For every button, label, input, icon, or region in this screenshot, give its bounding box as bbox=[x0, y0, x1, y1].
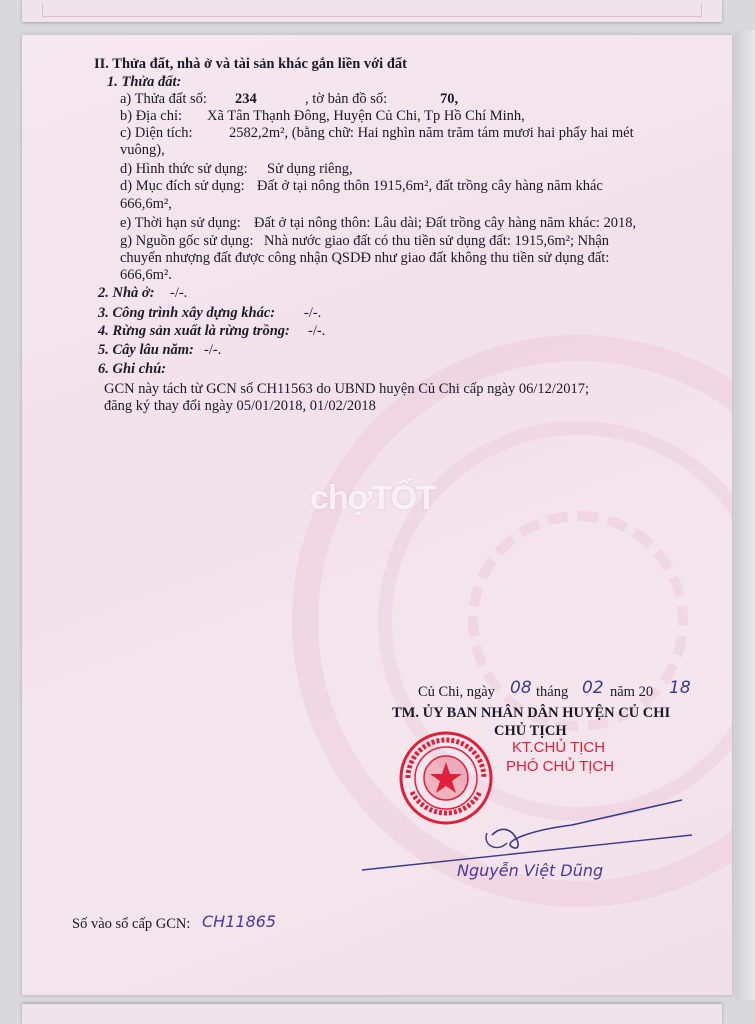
signer-name: Nguyễn Việt Dũng bbox=[457, 861, 604, 880]
forest-heading: 4. Rừng sản xuất là rừng trồng: bbox=[98, 323, 290, 339]
house-value: -/-. bbox=[170, 285, 188, 301]
use-form-value: Sử dụng riêng, bbox=[267, 161, 353, 177]
notes-line-2: đăng ký thay đổi ngày 05/01/2018, 01/02/2018 bbox=[104, 398, 376, 414]
chotot-watermark: chợTỐT bbox=[310, 479, 436, 517]
origin-cont-1: chuyển nhượng đất được công nhận QSDĐ như giao đất không thu tiền sử dụng đất: bbox=[120, 250, 610, 266]
perennial-heading: 5. Cây lâu năm: bbox=[98, 342, 194, 358]
parcel-number: 234 bbox=[235, 91, 257, 107]
scan-edge bbox=[735, 30, 755, 1000]
chairman-title: CHỦ TỊCH bbox=[494, 723, 567, 739]
area-value: 2582,2m², (bằng chữ: Hai nghìn năm trăm tám mươi hai phẩy hai mét bbox=[229, 125, 634, 141]
next-page-edge bbox=[22, 1004, 722, 1024]
notes-heading: 6. Ghi chú: bbox=[98, 361, 167, 377]
vice-chairman: PHÓ CHỦ TỊCH bbox=[506, 758, 615, 775]
land-heading: 1. Thửa đất: bbox=[107, 74, 182, 90]
use-term-value: Đất ở tại nông thôn: Lâu dài; Đất trồng cây hàng năm khác: 2018, bbox=[254, 215, 637, 231]
previous-page-edge bbox=[22, 0, 722, 22]
origin-value: Nhà nước giao đất có thu tiền sử dụng đất: 1915,6m²; Nhận bbox=[264, 233, 610, 249]
origin-cont-2: 666,6m². bbox=[120, 267, 172, 283]
perennial-value: -/-. bbox=[204, 342, 222, 358]
parcel-number-label: a) Thửa đất số: bbox=[120, 91, 207, 107]
house-heading: 2. Nhà ở: bbox=[98, 285, 155, 301]
section-title: II. Thửa đất, nhà ở và tài sản khác gắn liền với đất bbox=[94, 56, 407, 72]
certificate-page bbox=[22, 35, 732, 995]
forest-value: -/-. bbox=[308, 323, 326, 339]
signing-month: 02 bbox=[582, 678, 604, 698]
area-value-cont: vuông), bbox=[120, 142, 165, 158]
address-value: Xã Tân Thạnh Đông, Huyện Củ Chi, Tp Hồ Chí Minh, bbox=[207, 108, 525, 124]
signing-month-label: tháng bbox=[536, 684, 569, 700]
use-form-label: d) Hình thức sử dụng: bbox=[120, 161, 248, 177]
map-sheet-number: 70, bbox=[440, 91, 459, 107]
signing-day: 08 bbox=[510, 678, 532, 698]
signing-year: 18 bbox=[669, 678, 691, 698]
notes-line-1: GCN này tách từ GCN số CH11563 do UBND huyện Củ Chi cấp ngày 06/12/2017; bbox=[104, 381, 589, 397]
signing-place-label: Củ Chi, ngày bbox=[418, 684, 495, 700]
registry-number: CH11865 bbox=[202, 912, 277, 931]
address-label: b) Địa chỉ: bbox=[120, 108, 183, 124]
origin-label: g) Nguồn gốc sử dụng: bbox=[120, 233, 254, 249]
signing-year-label: năm 20 bbox=[610, 684, 654, 700]
registry-label: Số vào sổ cấp GCN: bbox=[72, 916, 191, 932]
construction-heading: 3. Công trình xây dựng khác: bbox=[98, 305, 276, 321]
area-label: c) Diện tích: bbox=[120, 125, 193, 141]
issuing-authority: TM. ỦY BAN NHÂN DÂN HUYỆN CỦ CHI bbox=[392, 705, 671, 721]
kt-chairman: KT.CHỦ TỊCH bbox=[512, 739, 606, 756]
construction-value: -/-. bbox=[304, 305, 322, 321]
use-term-label: e) Thời hạn sử dụng: bbox=[120, 215, 241, 231]
map-sheet-label: , tờ bản đồ số: bbox=[305, 91, 388, 107]
use-purpose-value: Đất ở tại nông thôn 1915,6m², đất trồng cây hàng năm khác bbox=[257, 178, 603, 194]
use-purpose-cont: 666,6m², bbox=[120, 196, 172, 212]
use-purpose-label: d) Mục đích sử dụng: bbox=[120, 178, 245, 194]
